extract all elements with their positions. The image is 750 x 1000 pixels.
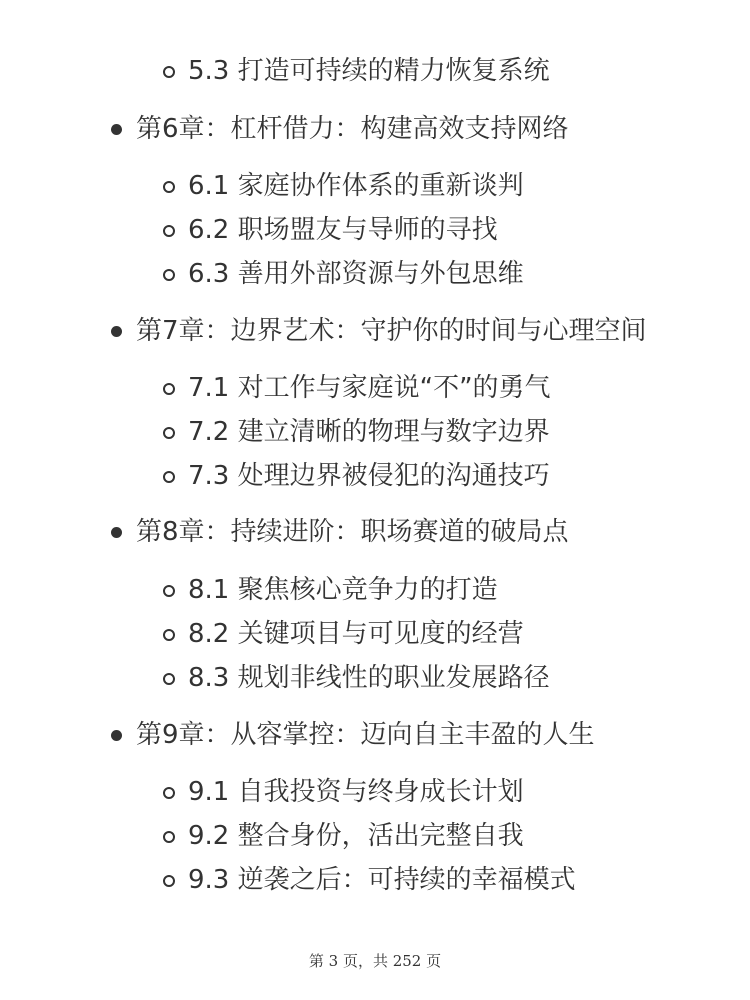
filled-disc-bullet-icon <box>111 730 122 741</box>
toc-chapter-label: 第6章：杠杆借力：构建高效支持网络 <box>136 114 569 144</box>
hollow-circle-bullet-icon <box>163 225 175 237</box>
toc-section-label: 8.3 规划非线性的职业发展路径 <box>188 663 550 693</box>
hollow-circle-bullet-icon <box>163 629 175 641</box>
toc-section-label: 8.1 聚焦核心竞争力的打造 <box>188 575 498 605</box>
toc-section-label: 9.3 逆袭之后：可持续的幸福模式 <box>188 865 576 895</box>
toc-section-label: 6.2 职场盟友与导师的寻找 <box>188 215 498 245</box>
toc-chapter-label: 第9章：从容掌控：迈向自主丰盈的人生 <box>136 720 595 750</box>
hollow-circle-bullet-icon <box>163 471 175 483</box>
toc-section-label: 6.3 善用外部资源与外包思维 <box>188 259 524 289</box>
hollow-circle-bullet-icon <box>163 269 175 281</box>
toc-section-label: 9.1 自我投资与终身成长计划 <box>188 777 524 807</box>
toc-section-label: 5.3 打造可持续的精力恢复系统 <box>188 56 550 86</box>
toc-section-label: 7.1 对工作与家庭说“不”的勇气 <box>188 373 551 403</box>
hollow-circle-bullet-icon <box>163 427 175 439</box>
filled-disc-bullet-icon <box>111 124 122 135</box>
hollow-circle-bullet-icon <box>163 831 175 843</box>
hollow-circle-bullet-icon <box>163 673 175 685</box>
filled-disc-bullet-icon <box>111 326 122 337</box>
page-number-footer: 第 3 页，共 252 页 <box>308 952 442 970</box>
hollow-circle-bullet-icon <box>163 875 175 887</box>
hollow-circle-bullet-icon <box>163 66 175 78</box>
toc-section-label: 8.2 关键项目与可见度的经营 <box>188 619 524 649</box>
toc-chapter-label: 第7章：边界艺术：守护你的时间与心理空间 <box>136 316 647 346</box>
hollow-circle-bullet-icon <box>163 585 175 597</box>
hollow-circle-bullet-icon <box>163 383 175 395</box>
filled-disc-bullet-icon <box>111 527 122 538</box>
toc-section-label: 7.3 处理边界被侵犯的沟通技巧 <box>188 461 550 491</box>
hollow-circle-bullet-icon <box>163 787 175 799</box>
hollow-circle-bullet-icon <box>163 181 175 193</box>
toc-chapter-label: 第8章：持续进阶：职场赛道的破局点 <box>136 517 569 547</box>
toc-section-label: 7.2 建立清晰的物理与数字边界 <box>188 417 550 447</box>
toc-section-label: 9.2 整合身份，活出完整自我 <box>188 821 524 851</box>
toc-section-label: 6.1 家庭协作体系的重新谈判 <box>188 171 524 201</box>
